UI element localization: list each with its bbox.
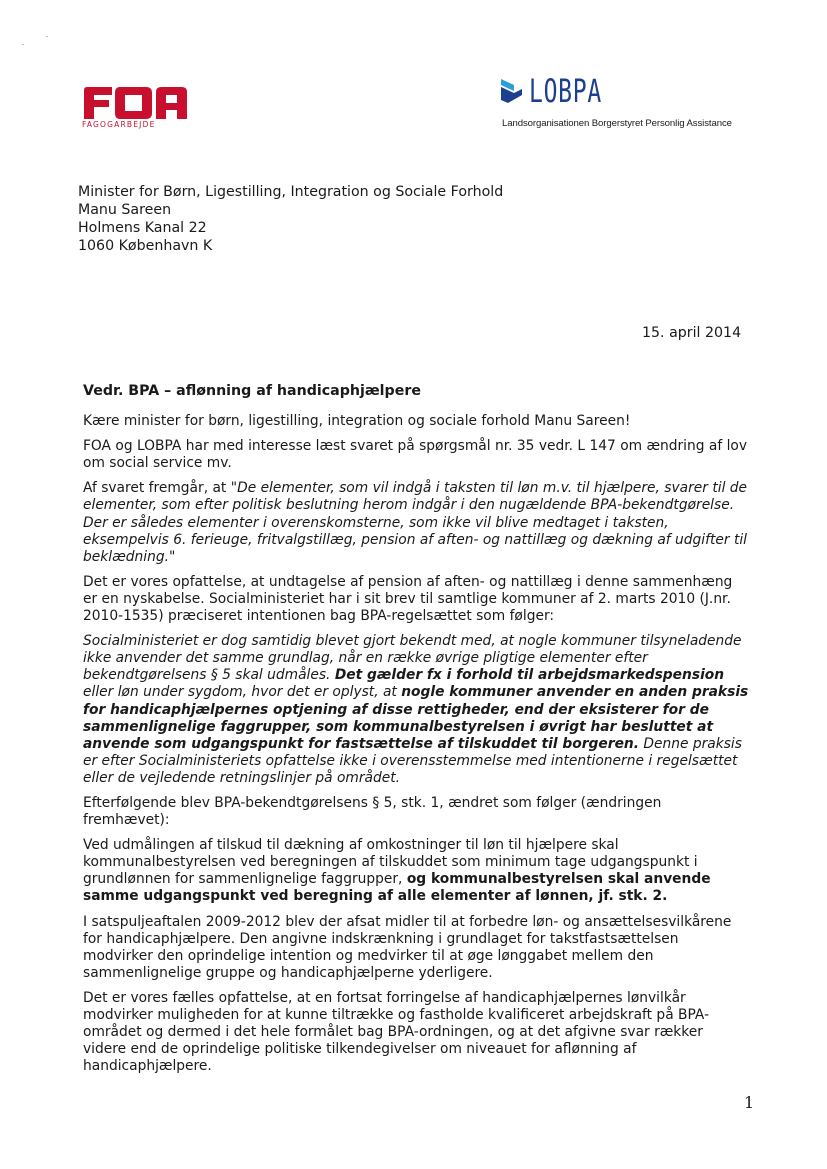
quote-emphasis: nogle kommuner anvender en anden praksis for handicaphjælpernes optjening af disse rettigheder, end der eksisterer for de sammenlignelige faggrupper, som kommunalbestyrelsen i øvrigt har besluttet at anvende som udgangspunkt for fastsættelse af tilskuddet til borgeren.	[83, 684, 749, 752]
paragraph: Det er vores fælles opfattelse, at en fortsat forringelse af handicaphjælpernes lønvilkår modvirker muligheden for at kunne tiltrække og fastholde kvalificeret arbejdskraft på BPA-området og dermed i det hele formålet bag BPA-ordningen, og at det afgivne svar rækker videre end de oprindelige politiske tilkendegivelser om niveauet for aflønning af handicaphjælpere.	[83, 989, 710, 1075]
paragraph: Efterfølgende blev BPA-bekendtgørelsens § 5, stk. 1, ændret som følger (ændringen fremhævet):	[83, 794, 662, 829]
paragraph-text: Af svaret fremgår, at	[83, 480, 231, 497]
quote-emphasis: Det gælder fx i forhold til arbejdsmarkedspension	[334, 667, 725, 684]
lobpa-wordmark: LOBPA	[529, 72, 602, 110]
foa-tagline: FAGOGARBEJDE	[82, 120, 156, 129]
lobpa-arrow-icon	[500, 78, 524, 104]
scan-speck	[46, 36, 48, 37]
address-line: Holmens Kanal 22	[78, 220, 207, 236]
quoted-ministry-letter	[83, 633, 749, 787]
letter-body	[83, 383, 749, 1083]
address-line: 1060 København K	[78, 238, 213, 254]
quoted-answer: "De elementer, som vil indgå i taksten til løn m.v. til hjælpere, svarer til de elementer, som efter politisk beslutning herom indgår i den nugældende BPA-bekendtgørelse. Der er således elementer i overenskomsterne, som ikke vil blive medtaget i taksten, eksempelvis 6. ferieuge, fritvalgstillæg, pension af aften- og nattillæg og dækning af udgifter til beklædning."	[83, 480, 748, 565]
paragraph: I satspuljeaftalen 2009-2012 blev der afsat midler til at forbedre løn- og ansættelsesvilkårene for handicaphjælpere. Den angivne indskrænkning i grundlaget for takstfastsættelsen modvirker den oprindelige intention og medvirker til at øge lønggabet mellem den sammenlignelige gruppe og handicaphjælperne yderligere.	[83, 913, 732, 981]
quoted-regulation	[83, 837, 749, 905]
recipient-address	[78, 183, 503, 255]
address-line: Manu Sareen	[78, 202, 172, 218]
regulation-amendment: og kommunalbestyrelsen skal anvende samme udgangspunkt ved beregning af alle elementer af lønnen, jf. stk. 2.	[83, 871, 711, 905]
paragraph	[83, 480, 749, 565]
lobpa-subtitle: Landsorganisationen Borgerstyret Personlig Assistance	[502, 118, 732, 129]
salutation: Kære minister for børn, ligestilling, integration og sociale forhold Manu Sareen!	[83, 413, 631, 430]
page-number: 1	[744, 1093, 755, 1112]
foa-wordmark	[82, 86, 188, 120]
scan-speck	[22, 44, 24, 45]
quote-text: Denne praksis er efter Socialministeriets opfattelse ikke i overensstemmelse med intentionerne i regelsættet eller de vejledende retningslinjer på området.	[83, 735, 742, 786]
regulation-text: Ved udmålingen af tilskud til dækning af omkostninger til løn til hjælpere skal kommunalbestyrelsen ved beregningen af tilskuddet som minimum tage udgangspunkt i grundlønnen for sammenlignelige faggrupper,	[83, 837, 698, 888]
paragraph: Det er vores opfattelse, at undtagelse af pension af aften- og nattillæg i denne sammenhæng er en nyskabelse. Socialministeriet har i sit brev til samtlige kommuner af 2. marts 2010 (J.nr. 2010-1535) præciseret intentionen bag BPA-regelsættet som følger:	[83, 573, 733, 625]
paragraph: FOA og LOBPA har med interesse læst svaret på spørgsmål nr. 35 vedr. L 147 om ændring af lov om social service mv.	[83, 438, 748, 472]
foa-logo	[82, 86, 197, 129]
letter-date: 15. april 2014	[642, 325, 742, 341]
letter-subject: Vedr. BPA – aflønning af handicaphjælpere	[83, 383, 421, 399]
quote-text: Socialministeriet er dog samtidig blevet gjort bekendt med, at nogle kommuner tilsyneladende ikke anvender det samme grundlag, når en række øvrige pligtige elementer efter bekendtgørelsens § 5 skal udmåles.	[83, 633, 742, 684]
quote-text: eller løn under sygdom, hvor det er oplyst, at	[83, 684, 402, 701]
address-line: Minister for Børn, Ligestilling, Integration og Sociale Forhold	[78, 184, 504, 200]
